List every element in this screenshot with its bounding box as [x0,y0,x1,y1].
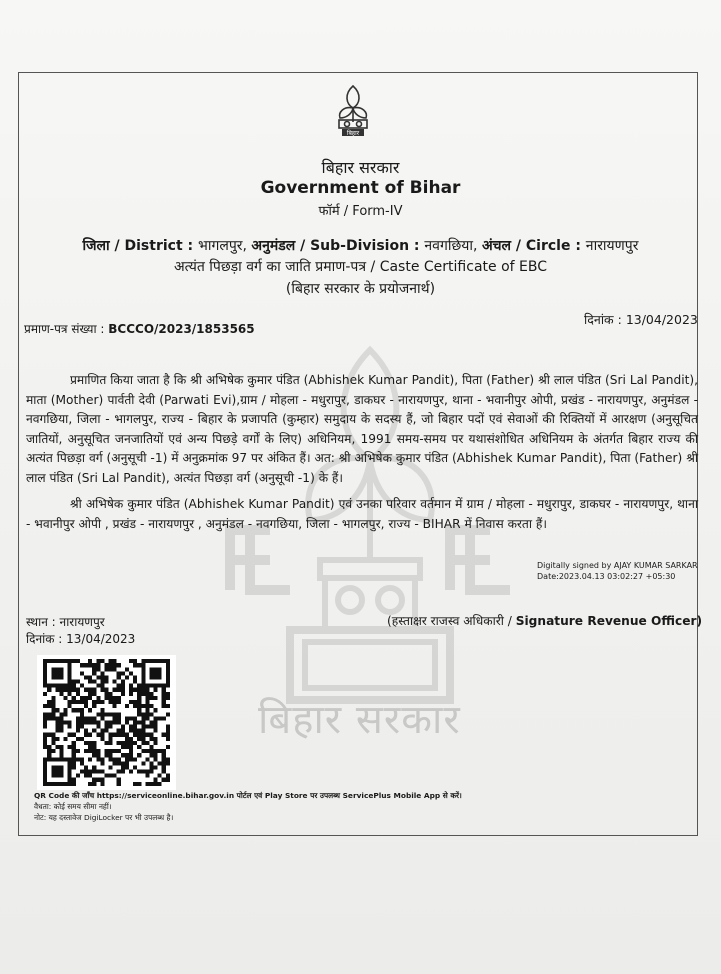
digital-signature [537,560,698,582]
watermark-text: बिहार सरकार [258,697,461,743]
title-english: Government of Bihar [260,178,461,198]
place-text: स्थान : नारायणपुर [26,615,105,629]
certificate-paragraph-2: श्री अभिषेक कुमार पंडित (Abhishek Kumar Pandit) एवं उनका परिवार वर्तमान में ग्राम / मोहला - मधुरापुर, डाकघर - नारायणपुर, थाना - भवानीपुर ओपी , प्रखंड - नारायणपुर , अनुमंडल - नवगछिया, जिला - भागलपुर, राज्य - BIHAR में निवास करता हैं। [26,497,698,531]
qr-note-rest: पोर्टल एवं Play Store पर उपलब्ध ServicePlus Mobile App से करें। [234,791,462,800]
qr-code-icon[interactable] [37,655,176,790]
certificate-number-label: प्रमाण-पत्र संख्या : [24,322,109,336]
digital-signature-date: Date:2023.04.13 03:02:27 +05:30 [537,572,676,581]
location-line [0,236,721,255]
circle-label: अंचल / Circle : [481,238,586,254]
certificate-number [24,320,255,337]
certificate-purpose: (बिहार सरकार के प्रयोजनार्थ) [285,281,436,297]
qr-verify-link[interactable]: https://serviceonline.bihar.gov.in [96,791,235,800]
signature-hindi: (हस्ताक्षर राजस्व अधिकारी / [387,614,516,628]
certificate-date-value: 13/04/2023 [625,312,698,327]
signature-english: Signature Revenue Officer) [515,614,703,628]
digilocker-note: नोट: यह दस्तावेज DigiLocker पर भी उपलब्ध है। [34,813,174,822]
signature-line [387,612,702,629]
circle-value: नारायणपुर [585,238,639,254]
title-hindi: बिहार सरकार [321,158,400,177]
validity-note: वैधता: कोई समय सीमा नहीं। [34,802,112,811]
subdivision-label: अनुमंडल / Sub-Division : [251,238,425,254]
emblem-caption: बिहार [346,130,360,137]
form-number: फॉर्म / Form-IV [318,204,403,219]
place-date-block [26,614,135,648]
certificate-date [584,311,698,328]
footnotes [34,790,462,823]
certificate-title: अत्यंत पिछड़ा वर्ग का जाति प्रमाण-पत्र / Caste Certificate of EBC [173,259,547,275]
subdivision-value: नवगछिया, [424,238,482,254]
certificate-date-label: दिनांक : [584,312,626,327]
certificate-number-value: BCCCO/2023/1853565 [108,322,255,336]
district-label: जिला / District : [82,238,198,254]
issue-date-text: दिनांक : 13/04/2023 [26,632,136,646]
qr-verify-note [34,790,462,801]
qr-note-prefix: QR Code की जाँच [34,791,97,800]
district-value: भागलपुर, [198,238,252,254]
certificate-paragraph-1: प्रमाणित किया जाता है कि श्री अभिषेक कुमार पंडित (Abhishek Kumar Pandit), पिता (Father) श्री लाल पंडित (Sri Lal Pandit), माता (Mother) पार्वती देवी (Parwati Evi),ग्राम / मोहला - मधुरापुर, डाकघर - नारायणपुर, थाना - भवानीपुर ओपी, प्रखंड - नारायणपुर, अनुमंडल - नवगछिया, जिला - भागलपुर, राज्य - बिहार के प्रजापति (कुम्हार) समुदाय के सदस्य हैं, जो बिहार पदों एवं सेवाओं की रिक्तियों में आरक्षण (अनुसूचित जातियों, अनुसूचित जनजातियों एवं अन्य पिछड़े वर्गों के लिए) अधिनियम, 1991 समय-समय पर यथासंशोधित अधिनियम के अंतर्गत बिहार राज्य की अत्यंत पिछड़ा वर्ग (अनुसूची -1) में अनुक्रमांक 97 पर अंकित हैं। अत: श्री अभिषेक कुमार पंडित (Abhishek Kumar Pandit), पिता (Father) श्री लाल पंडित (Sri Lal Pandit), अत्यंत पिछड़ा वर्ग (अनुसूची -1) के हैं। [26,373,698,485]
digital-signature-name: Digitally signed by AJAY KUMAR SARKAR [537,561,698,570]
